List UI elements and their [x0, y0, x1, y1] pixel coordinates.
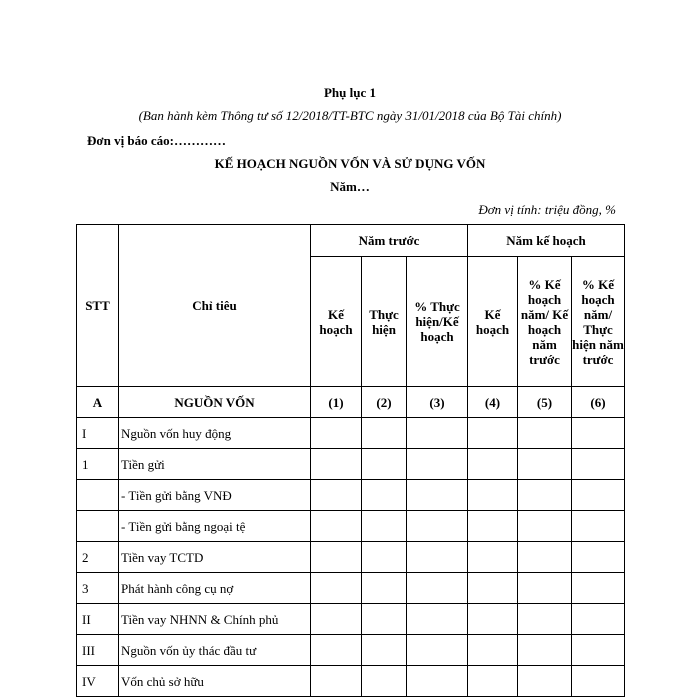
row-indicator: - Tiền gửi bằng ngoại tệ: [119, 511, 311, 542]
row-value-cell-3: [407, 542, 468, 573]
table-row: [77, 480, 625, 511]
table-row: [77, 542, 625, 573]
row-value-cell-3: [407, 511, 468, 542]
document-year: Năm…: [330, 179, 370, 194]
row-value-cell-3: [407, 418, 468, 449]
index-col-3: (3): [407, 387, 468, 418]
row-value-cell-1: [311, 666, 362, 697]
table-row: [77, 449, 625, 480]
row-value-cell-1: [311, 635, 362, 666]
row-value-cell-5: [518, 480, 572, 511]
row-indicator: Tiền vay NHNN & Chính phủ: [119, 604, 311, 635]
col-header-stt: STT: [77, 225, 119, 387]
row-value-cell-4: [468, 511, 518, 542]
row-value-cell-5: [518, 604, 572, 635]
row-value-cell-6: [572, 449, 625, 480]
row-value-cell-1: [311, 573, 362, 604]
table-row: [77, 635, 625, 666]
table-row: [77, 418, 625, 449]
table-header-row: [77, 225, 625, 257]
row-stt: I: [77, 418, 119, 449]
row-indicator: Nguồn vốn huy động: [119, 418, 311, 449]
row-value-cell-6: [572, 511, 625, 542]
table-row: [77, 573, 625, 604]
row-value-cell-3: [407, 573, 468, 604]
row-value-cell-2: [362, 635, 407, 666]
row-indicator: Tiền vay TCTD: [119, 542, 311, 573]
table-row: [77, 666, 625, 697]
row-value-cell-5: [518, 542, 572, 573]
row-value-cell-2: [362, 480, 407, 511]
row-value-cell-3: [407, 635, 468, 666]
row-stt: 3: [77, 573, 119, 604]
row-value-cell-4: [468, 604, 518, 635]
row-value-cell-4: [468, 666, 518, 697]
row-value-cell-2: [362, 542, 407, 573]
row-value-cell-1: [311, 449, 362, 480]
index-col-4: (4): [468, 387, 518, 418]
row-value-cell-6: [572, 480, 625, 511]
row-stt: II: [77, 604, 119, 635]
row-value-cell-4: [468, 542, 518, 573]
row-value-cell-1: [311, 604, 362, 635]
row-value-cell-2: [362, 449, 407, 480]
row-value-cell-6: [572, 542, 625, 573]
row-indicator: Phát hành công cụ nợ: [119, 573, 311, 604]
group-header-plan-year: Năm kế hoạch: [468, 225, 625, 257]
row-indicator: Vốn chủ sở hữu: [119, 666, 311, 697]
row-value-cell-5: [518, 635, 572, 666]
sub-header-pct-plan-actual: % Kế hoạch năm/ Thực hiện năm trước: [572, 257, 625, 387]
sub-header-pct-plan-prev: % Kế hoạch năm/ Kế hoạch năm trước: [518, 257, 572, 387]
row-value-cell-6: [572, 666, 625, 697]
row-value-cell-4: [468, 480, 518, 511]
row-value-cell-2: [362, 666, 407, 697]
sub-header-actual: Thực hiện: [362, 257, 407, 387]
row-indicator: Tiền gửi: [119, 449, 311, 480]
row-value-cell-6: [572, 418, 625, 449]
row-value-cell-1: [311, 542, 362, 573]
document-title: KẾ HOẠCH NGUỒN VỐN VÀ SỬ DỤNG VỐN: [214, 156, 486, 171]
index-col-6: (6): [572, 387, 625, 418]
row-value-cell-6: [572, 604, 625, 635]
row-value-cell-1: [311, 480, 362, 511]
issued-note: (Ban hành kèm Thông tư số 12/2018/TT-BTC ngày 31/01/2018 của Bộ Tài chính): [138, 108, 562, 123]
row-stt: [77, 480, 119, 511]
index-stt: A: [77, 387, 119, 418]
row-value-cell-5: [518, 449, 572, 480]
sub-header-pct-actual-plan: % Thực hiện/Kế hoạch: [407, 257, 468, 387]
row-value-cell-2: [362, 604, 407, 635]
table-row: [77, 604, 625, 635]
row-value-cell-6: [572, 635, 625, 666]
row-value-cell-5: [518, 573, 572, 604]
row-value-cell-3: [407, 449, 468, 480]
group-header-prev-year: Năm trước: [311, 225, 468, 257]
row-value-cell-1: [311, 418, 362, 449]
row-stt: 1: [77, 449, 119, 480]
row-value-cell-2: [362, 573, 407, 604]
row-indicator: - Tiền gửi bằng VNĐ: [119, 480, 311, 511]
row-value-cell-2: [362, 511, 407, 542]
sub-header-plan: Kế hoạch: [311, 257, 362, 387]
table-row: [77, 511, 625, 542]
row-stt: III: [77, 635, 119, 666]
appendix-title: Phụ lục 1: [323, 85, 376, 100]
row-stt: IV: [77, 666, 119, 697]
row-value-cell-5: [518, 418, 572, 449]
row-stt: [77, 511, 119, 542]
row-value-cell-4: [468, 449, 518, 480]
index-col-1: (1): [311, 387, 362, 418]
index-indicator: NGUỒN VỐN: [119, 387, 311, 418]
row-value-cell-4: [468, 635, 518, 666]
row-indicator: Nguồn vốn ủy thác đầu tư: [119, 635, 311, 666]
row-value-cell-4: [468, 573, 518, 604]
unit-note: Đơn vị tính: triệu đồng, %: [478, 202, 616, 217]
index-col-5: (5): [518, 387, 572, 418]
index-col-2: (2): [362, 387, 407, 418]
reporting-unit: Đơn vị báo cáo:…………: [87, 133, 227, 148]
col-header-indicator: Chỉ tiêu: [119, 225, 311, 387]
sub-header-plan-year: Kế hoạch: [468, 257, 518, 387]
row-value-cell-6: [572, 573, 625, 604]
row-value-cell-3: [407, 666, 468, 697]
row-value-cell-4: [468, 418, 518, 449]
capital-plan-table: [76, 224, 625, 697]
row-value-cell-3: [407, 480, 468, 511]
row-stt: 2: [77, 542, 119, 573]
row-value-cell-1: [311, 511, 362, 542]
row-value-cell-2: [362, 418, 407, 449]
index-row: [77, 387, 625, 418]
row-value-cell-3: [407, 604, 468, 635]
row-value-cell-5: [518, 511, 572, 542]
row-value-cell-5: [518, 666, 572, 697]
